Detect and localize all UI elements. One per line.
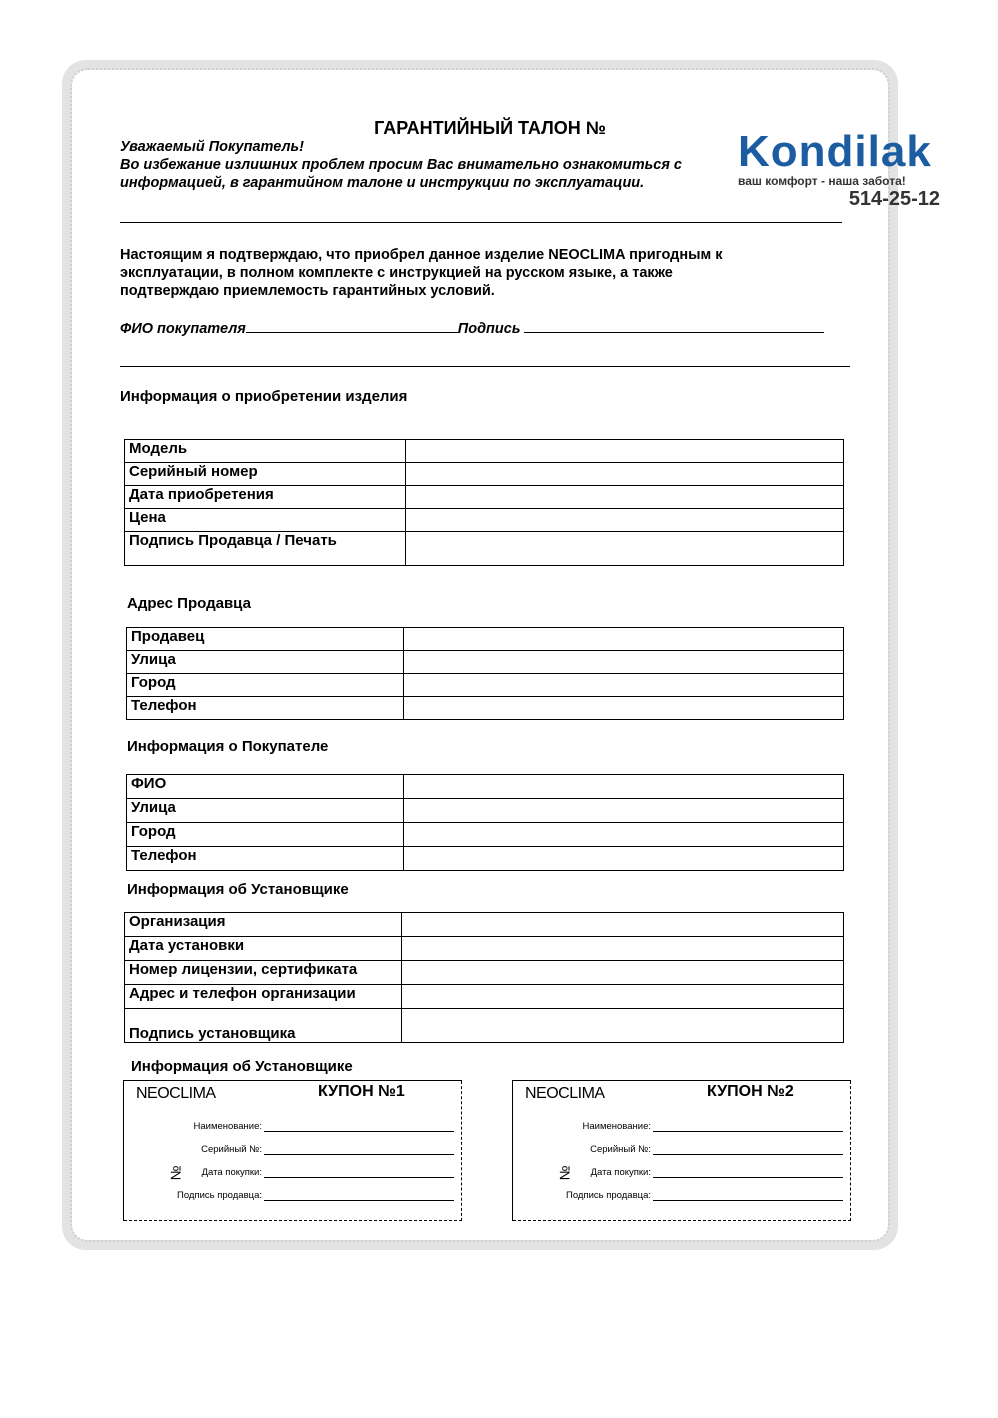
buyer-row-label: Улица <box>127 799 404 823</box>
purchase-row-value[interactable] <box>406 509 844 532</box>
coupon-field-label: Серийный №: <box>201 1144 262 1155</box>
purchase-row-value[interactable] <box>406 532 844 566</box>
installer-row-label: Подпись установщика <box>125 1009 402 1043</box>
installer-row-value[interactable] <box>402 913 844 937</box>
coupon-cut-line <box>850 1081 851 1221</box>
purchase-row-label: Серийный номер <box>125 463 406 486</box>
buyer-row-label: Телефон <box>127 847 404 871</box>
coupon-field-label: Дата покупки: <box>201 1167 262 1178</box>
purchase-row-label: Цена <box>125 509 406 532</box>
coupon-title: КУПОН №1 <box>318 1083 405 1100</box>
divider <box>120 366 850 367</box>
company-logo <box>738 127 944 211</box>
logo-slogan: ваш комфорт - наша забота! <box>738 174 906 188</box>
confirmation-line: эксплуатации, в полном комплекте с инструкцией на русском языке, а также <box>120 265 673 281</box>
installer-table <box>124 912 844 1043</box>
page-title: ГАРАНТИЙНЫЙ ТАЛОН № <box>374 118 606 138</box>
signature-label: Подпись <box>457 321 521 337</box>
coupon-field-line[interactable] <box>264 1200 454 1201</box>
purchase-row-label: Модель <box>125 440 406 463</box>
coupon-brand: NEOCLIMA <box>525 1085 605 1102</box>
coupon-field-label: Наименование: <box>193 1121 262 1132</box>
buyer-row-value[interactable] <box>404 775 844 799</box>
coupon-field-label: Наименование: <box>582 1121 651 1132</box>
logo-phone: 514-25-12 <box>848 188 940 210</box>
seller-row-value[interactable] <box>404 674 844 697</box>
seller-row-value[interactable] <box>404 628 844 651</box>
coupon-field-line[interactable] <box>653 1200 843 1201</box>
coupon-field-line[interactable] <box>653 1154 843 1155</box>
confirmation-line: подтверждаю приемлемость гарантийных условий. <box>120 283 495 299</box>
seller-table <box>126 627 844 720</box>
seller-row-value[interactable] <box>404 697 844 720</box>
seller-row-label: Город <box>127 674 404 697</box>
seller-row-label: Телефон <box>127 697 404 720</box>
installer-row-value[interactable] <box>402 961 844 985</box>
purchase-row-value[interactable] <box>406 486 844 509</box>
divider <box>120 222 842 223</box>
seller-row-label: Улица <box>127 651 404 674</box>
coupon-title: КУПОН №2 <box>707 1083 794 1100</box>
coupon-2 <box>512 1080 851 1221</box>
installer-row-value[interactable] <box>402 1009 844 1043</box>
buyer-row-value[interactable] <box>404 823 844 847</box>
buyer-row-label: ФИО <box>127 775 404 799</box>
intro-line: информацией, в гарантийном талоне и инструкции по эксплуатации. <box>120 175 645 191</box>
coupon-field-line[interactable] <box>264 1131 454 1132</box>
buyer-row-label: Город <box>127 823 404 847</box>
installer-row-value[interactable] <box>402 985 844 1009</box>
confirmation-text <box>120 246 840 300</box>
buyer-row-value[interactable] <box>404 847 844 871</box>
buyer-name-field[interactable] <box>246 318 458 333</box>
signature-field[interactable] <box>524 318 824 333</box>
coupon-field-line[interactable] <box>653 1131 843 1132</box>
coupon-cut-line <box>461 1081 462 1221</box>
coupon-brand: NEOCLIMA <box>136 1085 216 1102</box>
coupon-field-label: Подпись продавца: <box>566 1190 651 1201</box>
installer-row-label: Номер лицензии, сертификата <box>125 961 402 985</box>
seller-row-value[interactable] <box>404 651 844 674</box>
confirmation-line: Настоящим я подтверждаю, что приобрел данное изделие NEOCLIMA пригодным к <box>120 247 723 263</box>
coupon-field-line[interactable] <box>264 1177 454 1178</box>
coupon-number-sign: № <box>167 1165 184 1181</box>
buyer-name-label: ФИО покупателя <box>120 321 246 337</box>
coupon-field-line[interactable] <box>653 1177 843 1178</box>
section-title-buyer: Информация о Покупателе <box>127 738 329 755</box>
purchase-row-value[interactable] <box>406 440 844 463</box>
coupon-1 <box>123 1080 462 1221</box>
section-title-coupons: Информация об Установщике <box>131 1058 353 1075</box>
coupon-field-line[interactable] <box>264 1154 454 1155</box>
coupon-field-label: Подпись продавца: <box>177 1190 262 1201</box>
intro-text <box>120 138 682 192</box>
purchase-row-label: Подпись Продавца / Печать <box>125 532 406 566</box>
buyer-table <box>126 774 844 871</box>
coupon-cut-line <box>513 1220 851 1221</box>
installer-row-label: Адрес и телефон организации <box>125 985 402 1009</box>
buyer-row-value[interactable] <box>404 799 844 823</box>
seller-row-label: Продавец <box>127 628 404 651</box>
installer-row-label: Дата установки <box>125 937 402 961</box>
intro-line: Во избежание излишних проблем просим Вас внимательно ознакомиться с <box>120 157 682 173</box>
section-title-seller: Адрес Продавца <box>127 595 251 612</box>
installer-row-label: Организация <box>125 913 402 937</box>
purchase-table <box>124 439 844 566</box>
coupon-field-label: Дата покупки: <box>590 1167 651 1178</box>
installer-row-value[interactable] <box>402 937 844 961</box>
logo-name: Kondilak <box>738 127 932 176</box>
coupon-cut-line <box>124 1220 462 1221</box>
purchase-row-value[interactable] <box>406 463 844 486</box>
signature-row <box>120 318 824 337</box>
coupon-field-label: Серийный №: <box>590 1144 651 1155</box>
section-title-purchase: Информация о приобретении изделия <box>120 388 408 405</box>
intro-line: Уважаемый Покупатель! <box>120 139 304 155</box>
purchase-row-label: Дата приобретения <box>125 486 406 509</box>
section-title-installer: Информация об Установщике <box>127 881 349 898</box>
coupon-number-sign: № <box>556 1165 573 1181</box>
